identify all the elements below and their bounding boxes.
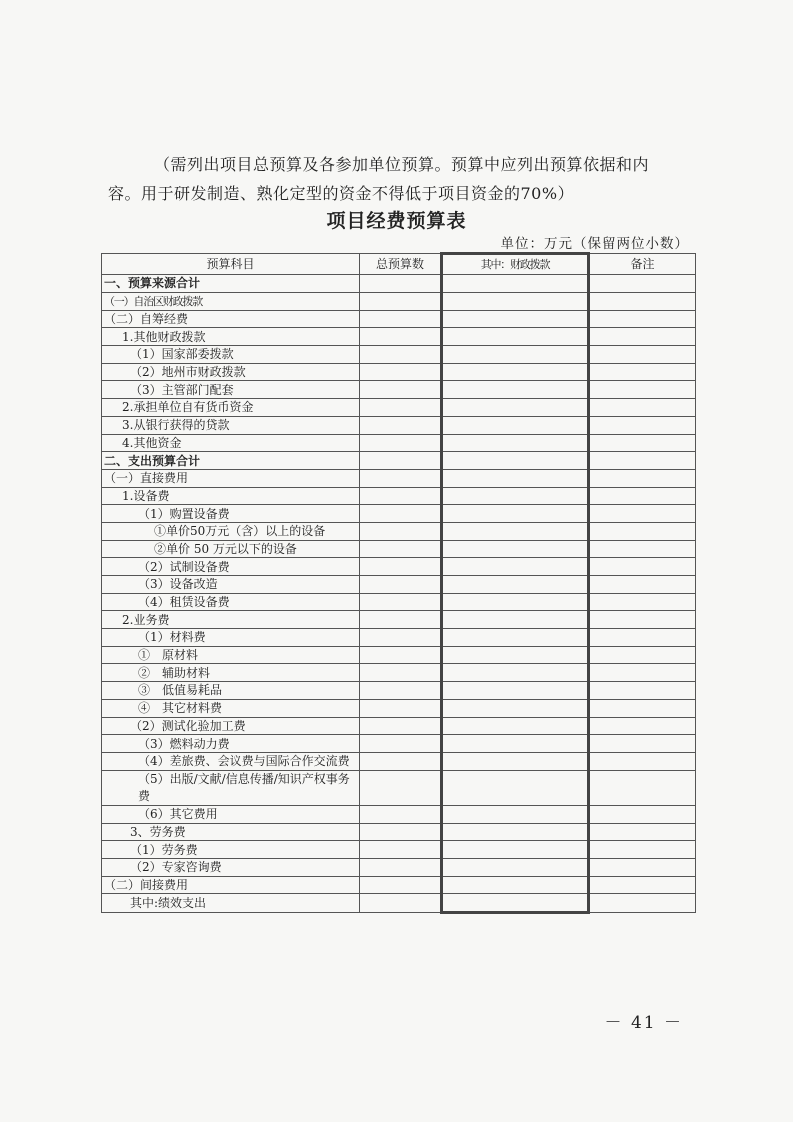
table-row (102, 275, 696, 293)
table-row (102, 770, 696, 805)
fiscal-allocation-cell (442, 576, 589, 594)
table-row (102, 452, 696, 470)
budget-item-label: （1）国家部委拨款 (130, 347, 234, 362)
fiscal-allocation-cell (442, 876, 589, 894)
total-budget-cell (360, 346, 442, 364)
table-row (102, 841, 696, 859)
total-budget-cell (360, 699, 442, 717)
budget-item-label: 2.业务费 (122, 612, 170, 627)
budget-item-cell (102, 841, 360, 859)
fiscal-allocation-cell (442, 752, 589, 770)
budget-item-cell (102, 823, 360, 841)
budget-table-body (102, 254, 696, 913)
budget-item-label: ②单价 50 万元以下的设备 (154, 541, 297, 556)
header-total-budget: 总预算数 (360, 254, 442, 275)
fiscal-allocation-cell (442, 593, 589, 611)
budget-item-cell (102, 416, 360, 434)
table-row (102, 469, 696, 487)
fiscal-allocation-cell (442, 381, 589, 399)
table-row (102, 576, 696, 594)
budget-item-label: 1.设备费 (122, 488, 170, 503)
remarks-cell (589, 699, 696, 717)
table-row (102, 434, 696, 452)
fiscal-allocation-cell (442, 363, 589, 381)
budget-item-cell (102, 682, 360, 700)
budget-item-label: 二、支出预算合计 (104, 453, 201, 468)
total-budget-cell (360, 416, 442, 434)
budget-item-cell (102, 858, 360, 876)
total-budget-cell (360, 664, 442, 682)
budget-item-cell (102, 611, 360, 629)
remarks-cell (589, 522, 696, 540)
header-remarks: 备注 (589, 254, 696, 275)
budget-item-label: ① 原材料 (138, 648, 199, 663)
table-row (102, 328, 696, 346)
budget-item-cell (102, 664, 360, 682)
budget-item-cell (102, 522, 360, 540)
fiscal-allocation-cell (442, 469, 589, 487)
table-row (102, 646, 696, 664)
total-budget-cell (360, 805, 442, 823)
budget-item-cell (102, 540, 360, 558)
table-row (102, 735, 696, 753)
remarks-cell (589, 576, 696, 594)
table-row (102, 292, 696, 310)
table-row (102, 876, 696, 894)
total-budget-cell (360, 894, 442, 913)
budget-item-cell (102, 328, 360, 346)
remarks-cell (589, 770, 696, 805)
total-budget-cell (360, 717, 442, 735)
remarks-cell (589, 717, 696, 735)
budget-item-label: ② 辅助材料 (138, 665, 211, 680)
budget-item-label: （4）差旅费、会议费与国际合作交流费 (138, 753, 350, 768)
fiscal-allocation-cell (442, 434, 589, 452)
budget-item-label: （1）材料费 (138, 630, 206, 645)
table-row (102, 310, 696, 328)
fiscal-allocation-cell (442, 540, 589, 558)
total-budget-cell (360, 858, 442, 876)
table-row (102, 487, 696, 505)
remarks-cell (589, 735, 696, 753)
table-row (102, 399, 696, 417)
table-row (102, 346, 696, 364)
budget-item-cell (102, 770, 360, 805)
budget-item-cell (102, 505, 360, 523)
total-budget-cell (360, 469, 442, 487)
total-budget-cell (360, 487, 442, 505)
fiscal-allocation-cell (442, 682, 589, 700)
budget-item-label: （3）设备改造 (138, 577, 218, 592)
unit-note: 单位：万元（保留两位小数） (500, 236, 689, 252)
fiscal-allocation-cell (442, 558, 589, 576)
fiscal-allocation-cell (442, 328, 589, 346)
table-row (102, 805, 696, 823)
fiscal-allocation-cell (442, 487, 589, 505)
fiscal-allocation-cell (442, 894, 589, 913)
remarks-cell (589, 469, 696, 487)
budget-item-cell (102, 363, 360, 381)
remarks-cell (589, 664, 696, 682)
budget-item-cell (102, 452, 360, 470)
budget-item-label: （3）燃料动力费 (138, 736, 230, 751)
budget-item-label: （2）试制设备费 (138, 559, 230, 574)
table-row (102, 363, 696, 381)
budget-item-cell (102, 381, 360, 399)
remarks-cell (589, 611, 696, 629)
total-budget-cell (360, 823, 442, 841)
budget-item-label: （2）专家咨询费 (130, 860, 222, 875)
budget-item-cell (102, 576, 360, 594)
table-row (102, 629, 696, 647)
remarks-cell (589, 416, 696, 434)
table-row (102, 752, 696, 770)
fiscal-allocation-cell (442, 699, 589, 717)
fiscal-allocation-cell (442, 522, 589, 540)
remarks-cell (589, 682, 696, 700)
budget-item-label: ①单价50万元（含）以上的设备 (154, 524, 326, 539)
remarks-cell (589, 399, 696, 417)
remarks-cell (589, 328, 696, 346)
fiscal-allocation-cell (442, 841, 589, 859)
remarks-cell (589, 275, 696, 293)
budget-item-label: 1.其他财政拨款 (122, 329, 206, 344)
total-budget-cell (360, 292, 442, 310)
total-budget-cell (360, 876, 442, 894)
budget-item-label: （6）其它费用 (138, 807, 218, 822)
budget-item-label: （1）购置设备费 (138, 506, 230, 521)
budget-item-label: ③ 低值易耗品 (138, 683, 223, 698)
remarks-cell (589, 505, 696, 523)
table-row (102, 381, 696, 399)
budget-item-cell (102, 593, 360, 611)
budget-item-cell (102, 399, 360, 417)
fiscal-allocation-cell (442, 611, 589, 629)
fiscal-allocation-cell (442, 770, 589, 805)
table-row (102, 593, 696, 611)
remarks-cell (589, 540, 696, 558)
total-budget-cell (360, 452, 442, 470)
budget-item-cell (102, 717, 360, 735)
budget-item-cell (102, 434, 360, 452)
table-row (102, 894, 696, 913)
remarks-cell (589, 452, 696, 470)
budget-item-label: （2）测试化验加工费 (130, 718, 246, 733)
table-row (102, 664, 696, 682)
remarks-cell (589, 823, 696, 841)
table-row (102, 682, 696, 700)
budget-item-label: 2.承担单位自有货币资金 (122, 400, 254, 415)
budget-item-label: （二）自筹经费 (104, 312, 189, 327)
budget-item-label: （3）主管部门配套 (130, 382, 234, 397)
total-budget-cell (360, 363, 442, 381)
fiscal-allocation-cell (442, 858, 589, 876)
fiscal-allocation-cell (442, 292, 589, 310)
budget-item-cell (102, 346, 360, 364)
page-number: － 41 － (604, 1013, 683, 1033)
fiscal-allocation-cell (442, 275, 589, 293)
budget-item-cell (102, 469, 360, 487)
table-row (102, 699, 696, 717)
header-fiscal-allocation-label: 其中：财政拨款 (480, 258, 550, 271)
total-budget-cell (360, 576, 442, 594)
fiscal-allocation-cell (442, 399, 589, 417)
budget-item-cell (102, 735, 360, 753)
intro-line-1: （需列出项目总预算及各参加单位预算。预算中应列出预算依据和内 (154, 155, 650, 174)
budget-item-label: 4.其他资金 (122, 435, 182, 450)
budget-item-label: ④ 其它材料费 (138, 701, 223, 716)
fiscal-allocation-cell (442, 629, 589, 647)
total-budget-cell (360, 540, 442, 558)
fiscal-allocation-cell (442, 416, 589, 434)
fiscal-allocation-cell (442, 505, 589, 523)
table-row (102, 823, 696, 841)
budget-item-cell (102, 646, 360, 664)
budget-table (101, 252, 696, 914)
total-budget-cell (360, 310, 442, 328)
total-budget-cell (360, 629, 442, 647)
remarks-cell (589, 346, 696, 364)
budget-item-cell (102, 629, 360, 647)
total-budget-cell (360, 841, 442, 859)
total-budget-cell (360, 682, 442, 700)
intro-line-2: 容。用于研发制造、熟化定型的资金不得低于项目资金的70%） (108, 184, 575, 203)
budget-item-label: （一）直接费用 (104, 471, 189, 486)
table-row (102, 858, 696, 876)
budget-item-cell (102, 805, 360, 823)
fiscal-allocation-cell (442, 646, 589, 664)
remarks-cell (589, 629, 696, 647)
table-row (102, 611, 696, 629)
remarks-cell (589, 841, 696, 859)
budget-item-cell (102, 310, 360, 328)
budget-item-label: 3.从银行获得的贷款 (122, 418, 230, 433)
budget-item-cell (102, 894, 360, 913)
fiscal-allocation-cell (442, 310, 589, 328)
total-budget-cell (360, 770, 442, 805)
budget-item-label: 3、劳务费 (130, 824, 186, 839)
remarks-cell (589, 310, 696, 328)
remarks-cell (589, 593, 696, 611)
total-budget-cell (360, 328, 442, 346)
total-budget-cell (360, 558, 442, 576)
remarks-cell (589, 558, 696, 576)
budget-item-label: （5）出版/文献/信息传播/知识产权事务费 (138, 771, 350, 803)
table-row (102, 505, 696, 523)
table-row (102, 717, 696, 735)
total-budget-cell (360, 275, 442, 293)
total-budget-cell (360, 522, 442, 540)
remarks-cell (589, 292, 696, 310)
budget-item-label: （4）租赁设备费 (138, 595, 230, 610)
budget-item-label: 其中:绩效支出 (130, 896, 207, 911)
remarks-cell (589, 646, 696, 664)
total-budget-cell (360, 399, 442, 417)
remarks-cell (589, 381, 696, 399)
total-budget-cell (360, 611, 442, 629)
budget-item-cell (102, 275, 360, 293)
header-fiscal-allocation (442, 254, 589, 275)
total-budget-cell (360, 752, 442, 770)
remarks-cell (589, 752, 696, 770)
total-budget-cell (360, 735, 442, 753)
budget-item-cell (102, 752, 360, 770)
header-budget-item: 预算科目 (102, 254, 360, 275)
budget-item-cell (102, 292, 360, 310)
fiscal-allocation-cell (442, 823, 589, 841)
budget-item-cell (102, 558, 360, 576)
table-row (102, 522, 696, 540)
intro-note (108, 150, 708, 208)
budget-item-label: （二）间接费用 (104, 877, 189, 892)
budget-item-cell (102, 487, 360, 505)
fiscal-allocation-cell (442, 664, 589, 682)
budget-item-label: （一）自治区财政拨款 (104, 294, 202, 308)
remarks-cell (589, 858, 696, 876)
budget-item-label: （2）地州市财政拨款 (130, 365, 246, 380)
fiscal-allocation-cell (442, 805, 589, 823)
table-row (102, 416, 696, 434)
total-budget-cell (360, 593, 442, 611)
total-budget-cell (360, 381, 442, 399)
table-header-row (102, 254, 696, 275)
fiscal-allocation-cell (442, 452, 589, 470)
fiscal-allocation-cell (442, 717, 589, 735)
remarks-cell (589, 876, 696, 894)
fiscal-allocation-cell (442, 735, 589, 753)
table-row (102, 540, 696, 558)
budget-item-cell (102, 876, 360, 894)
remarks-cell (589, 434, 696, 452)
table-row (102, 558, 696, 576)
remarks-cell (589, 805, 696, 823)
fiscal-allocation-cell (442, 346, 589, 364)
budget-item-label: 一、预算来源合计 (104, 276, 201, 291)
remarks-cell (589, 894, 696, 913)
table-title: 项目经费预算表 (326, 210, 467, 232)
remarks-cell (589, 363, 696, 381)
budget-item-label: （1）劳务费 (130, 842, 198, 857)
budget-item-cell (102, 699, 360, 717)
total-budget-cell (360, 434, 442, 452)
total-budget-cell (360, 646, 442, 664)
remarks-cell (589, 487, 696, 505)
total-budget-cell (360, 505, 442, 523)
